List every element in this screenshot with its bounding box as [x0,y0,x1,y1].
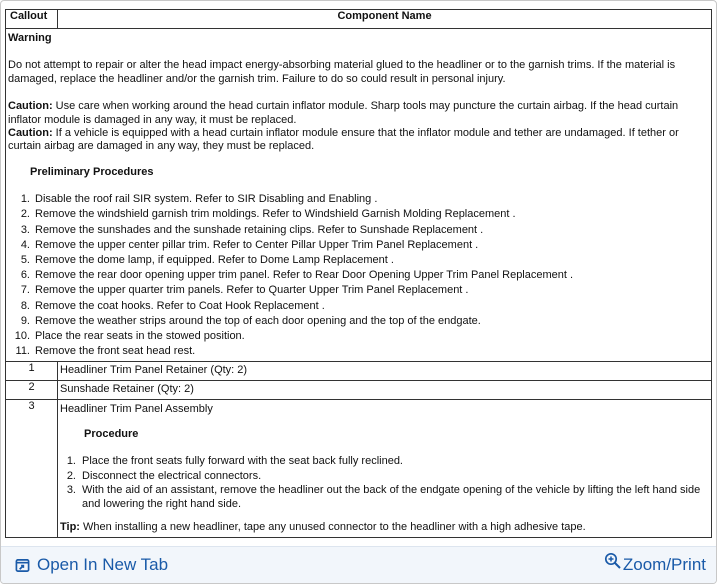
step-text: Remove the upper quarter trim panels. Refer to Quarter Upper Trim Panel Replacement . [35,284,469,297]
open-in-new-tab-label: Open In New Tab [37,555,169,574]
component-name: Headliner Trim Panel Assembly [60,403,213,416]
step-text: Remove the weather strips around the top of each door opening and the top of the endgate. [35,314,481,327]
tip-body: When installing a new headliner, tape any unused connector to the headliner with a high adhesive tape. [79,521,586,534]
step-text: Remove the upper center pillar trim. Refer to Center Pillar Upper Trim Panel Replacement . [35,238,479,251]
step-text: Remove the dome lamp, if equipped. Refer to Dome Lamp Replacement . [35,254,394,267]
component-name-cell: Sunshade Retainer (Qty: 2) [58,381,712,400]
step-text: Remove the sunshades and the sunshade retaining clips. Refer to Sunshade Replacement . [35,223,484,236]
caution-2-text: If a vehicle is equipped with a head curtain inflator module ensure that the inflator module and tether are undamaged. If tether or curtain airbag are damaged in any way, they must be replaced. [8,127,679,153]
caution-2-label: Caution: [8,127,53,140]
zoom-print-link[interactable] [604,552,706,575]
list-item [8,253,707,268]
callout-cell: 2 [6,381,58,400]
step-text: Disable the roof rail SIR system. Refer to SIR Disabling and Enabling . [35,193,378,206]
preliminary-procedures-title: Preliminary Procedures [30,165,154,178]
list-item [8,329,707,344]
list-item [8,314,707,329]
intro-row [6,29,712,362]
component-name-cell: Headliner Trim Panel Retainer (Qty: 2) [58,362,712,381]
step-number: 3. [66,483,76,496]
list-item [8,223,707,238]
footer-bar [1,546,716,584]
header-component-name: Component Name [58,10,712,29]
step-number: 10. [14,330,30,343]
caution-1-label: Caution: [8,100,53,113]
tip-text [60,521,707,534]
table-row [6,381,712,400]
zoom-in-icon [604,552,621,569]
list-item [8,238,707,253]
step-text: Place the front seats fully forward with the seat back fully reclined. [82,455,403,468]
step-text: Remove the windshield garnish trim moldings. Refer to Windshield Garnish Molding Replacement . [35,208,516,221]
caution-2 [8,127,707,154]
caution-block [8,100,707,154]
callout-cell: 1 [6,362,58,381]
step-number: 9. [20,314,30,327]
step-text: Place the rear seats in the stowed position. [35,330,245,343]
step-number: 2. [66,469,76,482]
list-item [60,469,707,483]
step-text: Remove the front seat head rest. [35,345,196,358]
step-number: 6. [20,269,30,282]
step-number: 3. [20,223,30,236]
callout-cell: 3 [6,400,58,537]
procedure-title: Procedure [84,427,139,440]
step-number: 11. [15,345,30,358]
table-header-row [6,10,712,29]
header-callout: Callout [6,10,58,29]
open-in-new-tab-link[interactable] [15,555,168,575]
list-item [8,344,707,359]
step-text: With the aid of an assistant, remove the headliner out the back of the endgate opening of the vehicle by lifting the left hand side and lowering the right hand side. [82,483,701,511]
list-item [8,299,707,314]
step-number: 2. [20,208,30,221]
warning-text: Do not attempt to repair or alter the head impact energy-absorbing material glued to the headliner or to the garnish trims. If the material is damaged, replace the headliner and/or the garnish trim. Failure to do so could result in personal injury. [8,59,676,85]
zoom-print-label: Zoom/Print [622,555,706,574]
list-item [8,207,707,222]
table-row [6,400,712,537]
component-table [5,9,712,538]
list-item [8,192,707,207]
tip-label: Tip: [60,521,80,534]
intro-cell [6,29,712,362]
caution-1 [8,100,707,127]
step-number: 5. [20,254,30,267]
step-number: 1. [20,193,30,206]
table-row [6,362,712,381]
list-item [8,268,707,283]
step-number: 7. [20,284,30,297]
preliminary-steps-list [8,192,707,359]
list-item [60,454,707,468]
open-new-tab-icon [15,558,30,573]
step-text: Disconnect the electrical connectors. [82,469,262,482]
step-number: 4. [20,238,30,251]
component-detail-cell [58,400,712,537]
list-item [60,483,707,512]
caution-1-text: Use care when working around the head curtain inflator module. Sharp tools may puncture the curtain airbag. If the head curtain inflator module is damaged in any way, it must be replaced. [8,100,679,126]
warning-title: Warning [8,32,52,44]
procedure-steps-list [60,454,707,511]
list-item [8,283,707,298]
step-text: Remove the coat hooks. Refer to Coat Hook Replacement . [35,299,325,312]
step-text: Remove the rear door opening upper trim panel. Refer to Rear Door Opening Upper Trim Panel Replacement . [35,269,574,282]
step-number: 1. [66,455,76,468]
step-number: 8. [20,299,30,312]
